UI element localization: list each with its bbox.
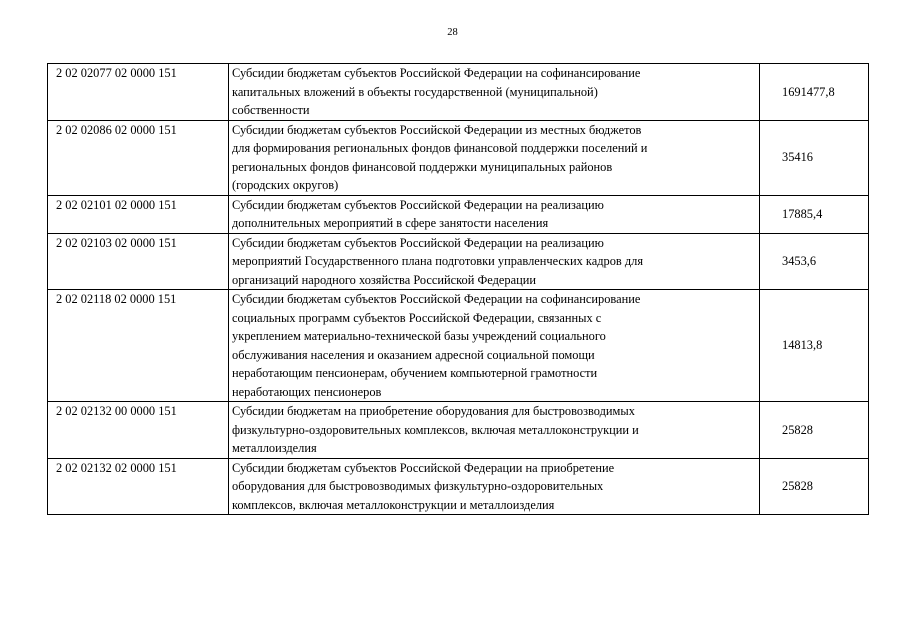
amount-cell: 14813,8 — [760, 290, 869, 402]
description-line: неработающим пенсионерам, обучением компьютерной грамотности — [232, 366, 598, 380]
description-line: укреплением материально-технической базы учреждений социального — [232, 329, 606, 343]
description-line: Субсидии бюджетам субъектов Российской Федерации на софинансирование — [232, 66, 641, 80]
amount-cell: 25828 — [760, 402, 869, 459]
description-line: Субсидии бюджетам субъектов Российской Федерации на софинансирование — [232, 292, 641, 306]
description-line: капитальных вложений в объекты государственной (муниципальной) — [232, 84, 598, 99]
description-line: неработающих пенсионеров — [232, 384, 382, 399]
description-line: Субсидии бюджетам субъектов Российской Федерации на реализацию — [232, 197, 604, 212]
description-line: Субсидии бюджетам субъектов Российской Федерации на реализацию — [232, 235, 604, 250]
table-row — [48, 402, 869, 459]
income-code-cell: 2 02 02118 02 0000 151 — [48, 290, 229, 402]
budget-table — [47, 63, 869, 515]
description-cell — [229, 64, 760, 121]
description-cell — [229, 402, 760, 459]
income-code-cell: 2 02 02101 02 0000 151 — [48, 195, 229, 233]
description-line: физкультурно-оздоровительных комплексов, включая металлоконструкции и — [232, 422, 639, 437]
income-code-cell: 2 02 02132 02 0000 151 — [48, 458, 229, 515]
description-line: оборудования для быстровозводимых физкультурно-оздоровительных — [232, 479, 604, 493]
description-cell — [229, 195, 760, 233]
page-number: 28 — [447, 27, 458, 38]
amount-cell: 3453,6 — [760, 233, 869, 290]
amount-cell: 35416 — [760, 120, 869, 195]
table-row — [48, 120, 869, 195]
description-line: социальных программ субъектов Российской Федерации, связанных с — [232, 310, 602, 325]
table-row — [48, 233, 869, 290]
amount-cell: 17885,4 — [760, 195, 869, 233]
description-line: металлоизделия — [232, 441, 317, 455]
description-line: (городских округов) — [232, 178, 339, 192]
income-code-cell: 2 02 02077 02 0000 151 — [48, 64, 229, 121]
description-line: собственности — [232, 103, 310, 117]
description-cell — [229, 120, 760, 195]
table-row — [48, 64, 869, 121]
description-line: мероприятий Государственного плана подготовки управленческих кадров для — [232, 254, 644, 268]
description-line: для формирования региональных фондов финансовой поддержки поселений и — [232, 141, 648, 155]
description-line: дополнительных мероприятий в сфере занятости населения — [232, 216, 549, 230]
description-line: региональных фондов финансовой поддержки муниципальных районов — [232, 159, 613, 174]
income-code-cell: 2 02 02103 02 0000 151 — [48, 233, 229, 290]
table-row — [48, 290, 869, 402]
description-cell — [229, 233, 760, 290]
amount-cell: 1691477,8 — [760, 64, 869, 121]
description-line: Субсидии бюджетам субъектов Российской Федерации из местных бюджетов — [232, 122, 642, 137]
amount-cell: 25828 — [760, 458, 869, 515]
description-cell — [229, 290, 760, 402]
income-code-cell: 2 02 02132 00 0000 151 — [48, 402, 229, 459]
income-code-cell: 2 02 02086 02 0000 151 — [48, 120, 229, 195]
description-line: комплексов, включая металлоконструкции и металлоизделия — [232, 497, 555, 512]
description-line: Субсидии бюджетам на приобретение оборудования для быстровозводимых — [232, 404, 635, 418]
description-line: Субсидии бюджетам субъектов Российской Федерации на приобретение — [232, 460, 615, 475]
table-body — [48, 64, 869, 515]
table-row — [48, 458, 869, 515]
table-row — [48, 195, 869, 233]
description-line: обслуживания населения и оказанием адресной социальной помощи — [232, 347, 595, 362]
description-cell — [229, 458, 760, 515]
description-line: организаций народного хозяйства Российской Федерации — [232, 272, 536, 287]
